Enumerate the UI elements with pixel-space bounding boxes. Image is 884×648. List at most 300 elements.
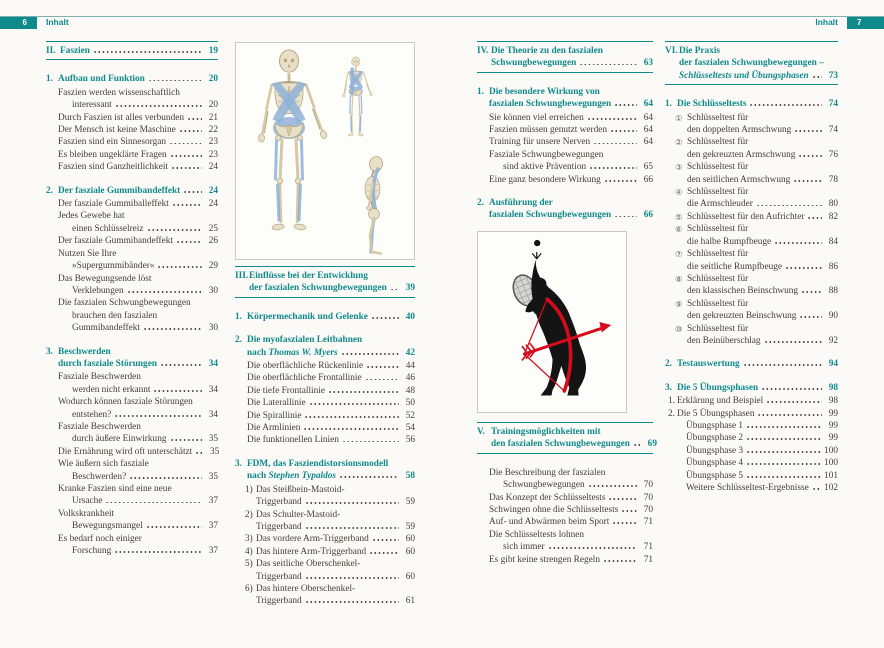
toc-entry-text: Übungsphase 5 — [686, 470, 744, 481]
toc-page-number: 63 — [643, 58, 653, 69]
toc-entry-number: III. — [235, 271, 249, 281]
toc-entry-text: Es bedarf noch einiger — [58, 533, 142, 544]
toc-entry-number: ② — [675, 137, 683, 148]
toc-entry-text: Schlüsseltest für — [687, 187, 749, 198]
leader-dots — [390, 282, 399, 290]
toc-entry-text: interessant — [72, 100, 112, 111]
leader-dots — [115, 99, 202, 107]
toc-entry-text: Fasziale Beschwerden — [58, 421, 141, 432]
toc-heading — [477, 41, 653, 73]
toc-entry-text: Weitere Schlüsseltest-Ergebnisse — [686, 483, 809, 493]
toc-entry — [675, 211, 838, 223]
toc-entry — [58, 458, 218, 483]
toc-heading — [665, 358, 838, 370]
leader-dots — [812, 482, 821, 490]
toc-entry-number: 3. — [665, 382, 672, 393]
leader-dots — [305, 595, 399, 603]
toc-entry — [247, 434, 415, 446]
toc-entry-text: Schlüsseltest für — [687, 298, 749, 309]
toc-entry-text: Schlüsseltest für — [687, 137, 749, 148]
toc-entry-text: Die 5 Übungsphasen — [677, 408, 755, 419]
toc-entry-text: Faszien sind ein Sinnesorgan — [58, 137, 167, 148]
page-number-right: 7 — [857, 18, 862, 27]
leader-dots — [593, 136, 637, 144]
toc-entry-text: Die funktionellen Linien — [247, 435, 339, 446]
toc-entry-text: Triggerband — [256, 497, 302, 508]
toc-page-number: 64 — [643, 125, 653, 136]
toc-entry-text: Volkskrankheit — [58, 508, 115, 519]
toc-entry-number: 2. — [668, 408, 675, 419]
leader-dots — [341, 347, 399, 355]
toc-entry-text: Ausführung der — [489, 198, 553, 209]
leader-dots — [305, 521, 399, 529]
toc-entry — [58, 508, 218, 533]
toc-page-number: 40 — [405, 311, 415, 322]
page-number-box-right — [847, 17, 884, 29]
toc-entry-text: den Beinüberschlag — [687, 335, 761, 346]
toc-entry — [58, 533, 218, 558]
toc-page-number: 74 — [828, 99, 838, 110]
toc-column-4 — [665, 41, 838, 494]
leader-dots — [146, 520, 202, 528]
toc-entry-text: Die Spirallinie — [247, 410, 302, 421]
leader-dots — [170, 149, 202, 157]
leader-dots — [153, 384, 202, 392]
toc-entry — [686, 470, 838, 482]
toc-page-number: 76 — [828, 149, 838, 160]
toc-entry — [489, 136, 653, 148]
toc-entry-text: Testauswertung — [677, 359, 740, 370]
leader-dots — [183, 185, 202, 193]
toc-entry — [247, 372, 415, 384]
toc-entry-text: Schwungbewegungen — [491, 58, 577, 69]
toc-entry — [668, 408, 838, 420]
toc-entry-text: den gekreuzten Armschwung — [687, 149, 796, 160]
toc-page-number: 69 — [647, 439, 657, 450]
toc-entry — [686, 445, 838, 457]
toc-heading — [235, 311, 415, 323]
toc-page-number: 78 — [828, 174, 838, 185]
toc-page-number: 100 — [824, 445, 838, 456]
toc-entry — [675, 298, 838, 323]
toc-entry-text: den klassischen Beinschwung — [687, 286, 799, 297]
toc-entry — [58, 112, 218, 124]
toc-entry-text: Schwungbewegungen — [503, 480, 585, 491]
toc-entry-number: 1) — [245, 484, 253, 495]
toc-entry — [675, 136, 838, 161]
toc-entry-text: Triggerband — [256, 521, 302, 532]
toc-entry-text: Das hintere Arm-Triggerband — [256, 546, 367, 557]
toc-entry-text: Die faszialen Schwungbewegungen — [58, 298, 191, 309]
toc-entry-text: Fasziale Beschwerden — [58, 372, 141, 383]
toc-entry — [489, 492, 653, 504]
toc-entry-text: Es gibt keine strengen Regeln — [489, 554, 601, 565]
toc-entry-text: Schlüsseltest für — [687, 224, 749, 235]
toc-entry — [245, 546, 415, 558]
toc-entry — [675, 273, 838, 298]
toc-entry-text: Die Laterallinie — [247, 398, 306, 409]
toc-entry — [675, 161, 838, 186]
page-number-left: 6 — [22, 18, 27, 27]
toc-entry-text: Schlüsseltest für — [687, 273, 749, 284]
leader-dots — [757, 408, 822, 416]
running-title-left: Inhalt — [46, 17, 69, 27]
toc-entry — [675, 223, 838, 248]
leader-dots — [160, 358, 202, 366]
toc-entry-text: Der fasziale Gummiballeffekt — [58, 199, 169, 210]
leader-dots — [179, 124, 202, 132]
toc-page-number: 20 — [208, 74, 218, 85]
toc-page-number: 60 — [405, 534, 415, 545]
toc-page-number: 23 — [208, 149, 218, 160]
toc-entry-number: 3) — [245, 534, 253, 545]
toc-page-number: 71 — [643, 542, 653, 553]
toc-entry-number: 1. — [477, 86, 484, 97]
leader-dots — [798, 149, 822, 157]
toc-page-number: 30 — [208, 323, 218, 334]
toc-page-number: 58 — [405, 471, 415, 482]
toc-entry-text: Faszien werden wissenschaftlich — [58, 87, 180, 98]
toc-entry-text: Schlüsseltest für — [687, 249, 749, 260]
toc-entry — [686, 420, 838, 432]
toc-heading — [46, 185, 218, 197]
leader-dots — [756, 198, 822, 206]
toc-entry — [247, 385, 415, 397]
leader-dots — [746, 432, 822, 440]
toc-page-number: 19 — [208, 46, 218, 56]
toc-page-number: 92 — [828, 335, 838, 346]
toc-entry-text: sind aktive Prävention — [503, 162, 587, 173]
toc-entry-text: Die Armlinien — [247, 423, 301, 434]
toc-entry-text: den faszialen Schwungbewegungen — [491, 439, 630, 450]
leader-dots — [187, 112, 202, 120]
leader-dots — [614, 98, 637, 106]
toc-entry-text: Einflüsse bei der Entwicklung — [249, 271, 368, 281]
toc-entry-number: IV. — [477, 46, 489, 56]
header-rule — [0, 16, 884, 17]
toc-page-number: 64 — [643, 137, 653, 148]
leader-dots — [371, 311, 399, 319]
toc-entry — [58, 421, 218, 446]
toc-entry — [247, 422, 415, 434]
toc-entry — [245, 558, 415, 583]
toc-heading — [46, 73, 218, 85]
toc-entry — [58, 371, 218, 396]
leader-dots — [764, 335, 822, 343]
toc-entry-text: »Supergummibänder« — [72, 261, 155, 272]
toc-entry-text: Die 5 Übungsphasen — [677, 382, 759, 393]
toc-page-number: 56 — [405, 435, 415, 446]
toc-entry-text: nach Thomas W. Myers — [247, 347, 338, 358]
toc-entry-text: Das Konzept der Schlüsseltests — [489, 492, 606, 503]
leader-dots — [114, 545, 202, 553]
toc-entry-text: Die Theorie zu den faszialen — [491, 46, 603, 56]
leader-dots — [608, 492, 637, 500]
leader-dots — [743, 358, 822, 366]
toc-entry — [489, 174, 653, 186]
toc-entry-text: Übungsphase 2 — [686, 433, 744, 444]
toc-entry-number: 2. — [46, 185, 53, 196]
toc-entry — [489, 467, 653, 492]
toc-page-number: 100 — [824, 458, 838, 469]
toc-page-number: 60 — [405, 571, 415, 582]
toc-entry-number: 2. — [477, 198, 484, 209]
toc-page-number: 21 — [208, 112, 218, 123]
toc-entry-text: Faszien — [60, 46, 90, 56]
leader-dots — [603, 554, 637, 562]
leader-dots — [633, 438, 641, 446]
leader-dots — [372, 533, 399, 541]
toc-entry-text: Faszien sind Ganzheitlichkeit — [58, 162, 168, 173]
toc-page-number: 26 — [208, 236, 218, 247]
toc-entry-text: brauchen den faszialen — [72, 310, 158, 321]
leader-dots — [548, 541, 637, 549]
leader-dots — [305, 496, 399, 504]
toc-entry-number: 1. — [235, 311, 242, 322]
toc-entry-text: Die oberflächliche Frontallinie — [247, 373, 362, 384]
toc-entry-text: Gummibandeffekt — [72, 323, 140, 334]
toc-entry-number: ④ — [675, 187, 683, 198]
tennis-serve-bow-arrow-illustration — [478, 232, 626, 412]
toc-page-number: 30 — [208, 285, 218, 296]
toc-page-number: 59 — [405, 497, 415, 508]
leader-dots — [746, 445, 821, 453]
toc-entry-number: 2. — [665, 359, 672, 370]
toc-entry-text: Forschung — [72, 546, 112, 557]
toc-entry — [58, 273, 218, 298]
toc-entry — [58, 161, 218, 173]
toc-entry-text: Aufbau und Funktion — [58, 74, 145, 85]
toc-entry-number: 3. — [46, 346, 53, 357]
toc-entry-text: entstehen? — [72, 409, 112, 420]
leader-dots — [169, 136, 202, 144]
leader-dots — [114, 409, 202, 417]
toc-entry — [58, 198, 218, 210]
toc-entry-text: Verklebungen — [72, 285, 124, 296]
toc-entry-text: Durch Faszien ist alles verbunden — [58, 112, 184, 123]
toc-entry-number: V. — [477, 426, 485, 437]
toc-page-number: 46 — [405, 373, 415, 384]
leader-dots — [588, 479, 637, 487]
toc-entry-text: Das hintere Oberschenkel- — [256, 583, 356, 594]
toc-entry — [686, 432, 838, 444]
toc-page-number: 60 — [405, 546, 415, 557]
toc-entry-text: Eine ganz besondere Wirkung — [489, 174, 601, 185]
toc-page-number: 50 — [405, 398, 415, 409]
toc-entry-text: faszialen Schwungbewegungen — [489, 210, 612, 221]
toc-entry-number: ⑨ — [675, 298, 683, 309]
toc-entry-text: Schlüsseltest für — [687, 112, 749, 123]
toc-entry-number: 2. — [235, 335, 242, 346]
running-title-right: Inhalt — [815, 17, 838, 27]
toc-entry-text: Die Beschreibung der faszialen — [489, 467, 606, 478]
toc-heading — [665, 98, 838, 110]
leader-dots — [785, 261, 822, 269]
toc-entry — [245, 509, 415, 534]
toc-entry-text: Trainingsmöglichkeiten mit — [491, 426, 601, 437]
toc-entry — [245, 583, 415, 608]
toc-entry-text: Schlüsseltest für den Aufrichter — [687, 211, 805, 222]
leader-dots — [157, 260, 202, 268]
leader-dots — [369, 546, 399, 554]
leader-dots — [621, 504, 637, 512]
toc-entry-text: Triggerband — [256, 596, 302, 607]
toc-page-number: 25 — [208, 223, 218, 234]
toc-entry — [247, 410, 415, 422]
toc-entry-number: ① — [675, 112, 683, 123]
toc-entry-text: Der Mensch ist keine Maschine — [58, 125, 176, 136]
leader-dots — [304, 410, 399, 418]
toc-page-number: 80 — [828, 199, 838, 210]
toc-entry-text: werden nicht erkannt — [72, 384, 151, 395]
leader-dots — [761, 382, 822, 390]
toc-entry-text: Nutzen Sie Ihre — [58, 248, 117, 259]
leader-dots — [127, 285, 202, 293]
toc-entry-text: Das seitliche Oberschenkel- — [256, 559, 361, 570]
toc-entry-number: ⑦ — [675, 249, 683, 260]
toc-entry-text: den seitlichen Armschwung — [687, 174, 791, 185]
toc-page-number: 59 — [405, 521, 415, 532]
toc-page-number: 34 — [208, 384, 218, 395]
toc-entry-text: die Armschleuder — [687, 199, 753, 210]
leader-dots — [774, 236, 822, 244]
toc-page-number: 98 — [828, 396, 838, 407]
toc-page-number: 71 — [643, 517, 653, 528]
toc-page-number: 99 — [828, 433, 838, 444]
toc-entry-number: II. — [46, 46, 56, 56]
toc-entry — [489, 529, 653, 554]
toc-entry-text: Die myofaszialen Leitbahnen — [247, 335, 363, 346]
leader-dots — [746, 457, 821, 465]
leader-dots — [129, 471, 202, 479]
toc-page-number: 35 — [208, 434, 218, 445]
toc-entry-text: durch fasziale Störungen — [58, 358, 158, 369]
leader-dots — [309, 397, 399, 405]
leader-dots — [93, 45, 202, 53]
toc-entry-text: Übungsphase 1 — [686, 420, 744, 431]
toc-page-number: 37 — [208, 521, 218, 532]
toc-heading — [665, 382, 838, 394]
leader-dots — [305, 571, 399, 579]
toc-page-number: 54 — [405, 423, 415, 434]
toc-entry — [247, 360, 415, 372]
toc-entry-text: Erklärung und Beispiel — [677, 396, 764, 407]
toc-entry — [58, 297, 218, 334]
toc-page-number: 82 — [828, 211, 838, 222]
toc-page-number: 35 — [208, 471, 218, 482]
toc-entry-number: ③ — [675, 162, 683, 173]
toc-entry-number: 2) — [245, 509, 253, 520]
leader-dots — [746, 420, 822, 428]
toc-entry-text: Triggerband — [256, 571, 302, 582]
toc-entry-text: Sie können viel erreichen — [489, 112, 584, 123]
toc-entry-text: den doppelten Armschwung — [687, 125, 792, 136]
leader-dots — [143, 322, 202, 330]
toc-page-number: 48 — [405, 385, 415, 396]
toc-heading — [235, 266, 415, 298]
leader-dots — [303, 422, 399, 430]
toc-page-number: 34 — [208, 358, 218, 369]
toc-entry-text: Wodurch können fasziale Störungen — [58, 397, 193, 408]
toc-entry-text: die halbe Rumpfbeuge — [687, 236, 772, 247]
toc-entry-text: den gekreuzten Beinschwung — [687, 311, 797, 322]
toc-page-number: 70 — [643, 492, 653, 503]
toc-entry-text: Das Bewegungsende löst — [58, 273, 152, 284]
toc-page-number: 24 — [208, 199, 218, 210]
leader-dots — [807, 211, 822, 219]
toc-entry — [686, 482, 838, 494]
toc-entry — [58, 87, 218, 112]
toc-entry — [675, 248, 838, 273]
toc-entry-text: der faszialen Schwungbewegungen – — [679, 58, 824, 69]
toc-column-2 — [235, 41, 415, 608]
toc-entry — [489, 149, 653, 174]
toc-entry-text: Schlüsseltest für — [687, 162, 749, 173]
leader-dots — [339, 470, 399, 478]
leader-dots — [587, 112, 637, 120]
toc-entry-text: Beschwerden — [58, 346, 111, 357]
leader-dots — [614, 209, 637, 217]
toc-entry — [675, 112, 838, 137]
leader-dots — [170, 433, 203, 441]
toc-column-1 — [46, 41, 218, 557]
page-number-box-left — [0, 17, 37, 29]
toc-heading — [235, 458, 415, 483]
leader-dots — [172, 198, 202, 206]
skeleton-illustration-box — [235, 42, 415, 260]
toc-entry-text: die seitliche Rumpfbeuge — [687, 261, 783, 272]
toc-page-number: 61 — [405, 596, 415, 607]
toc-page-number: 42 — [405, 347, 415, 358]
toc-heading — [477, 86, 653, 111]
toc-page-number: 70 — [643, 504, 653, 515]
toc-entry-text: durch äußere Einwirkung — [72, 434, 167, 445]
toc-entry — [247, 397, 415, 409]
toc-entry-text: Schlüsseltests und Übungsphasen — [679, 70, 809, 81]
toc-entry-text: nach Stephen Typaldos — [247, 471, 337, 482]
leader-dots — [749, 98, 822, 106]
toc-page-number: 65 — [643, 162, 653, 173]
toc-entry-text: Fasziale Schwungbewegungen — [489, 149, 604, 160]
leader-dots — [328, 385, 399, 393]
toc-page-number: 64 — [643, 112, 653, 123]
toc-entry-number: 1. — [665, 99, 672, 110]
toc-entry — [58, 149, 218, 161]
toc-page-number: 39 — [405, 283, 415, 294]
toc-page-number: 24 — [208, 162, 218, 173]
toc-entry-text: Der fasziale Gummibandeffekt — [58, 185, 181, 196]
toc-entry-text: faszialen Schwungbewegungen — [489, 99, 612, 110]
tennis-illustration-box — [477, 231, 627, 413]
toc-entry — [245, 484, 415, 509]
toc-entry — [58, 248, 218, 273]
toc-entry — [58, 136, 218, 148]
toc-page-number: 102 — [824, 483, 838, 493]
toc-entry-number: ⑩ — [675, 323, 683, 334]
toc-page-number: 90 — [828, 311, 838, 322]
leader-dots — [812, 70, 822, 78]
toc-entry-text: Das vordere Arm-Triggerband — [256, 534, 369, 545]
toc-entry-number: ⑤ — [675, 211, 683, 222]
toc-entry — [58, 124, 218, 136]
toc-entry — [58, 396, 218, 421]
toc-page-number: 71 — [643, 554, 653, 565]
toc-page-number: 23 — [208, 137, 218, 148]
toc-entry-number: 1. — [46, 74, 53, 85]
leader-dots — [148, 73, 202, 81]
toc-entry-text: Jedes Gewebe hat — [58, 211, 125, 222]
toc-entry-number: 6) — [245, 583, 253, 594]
